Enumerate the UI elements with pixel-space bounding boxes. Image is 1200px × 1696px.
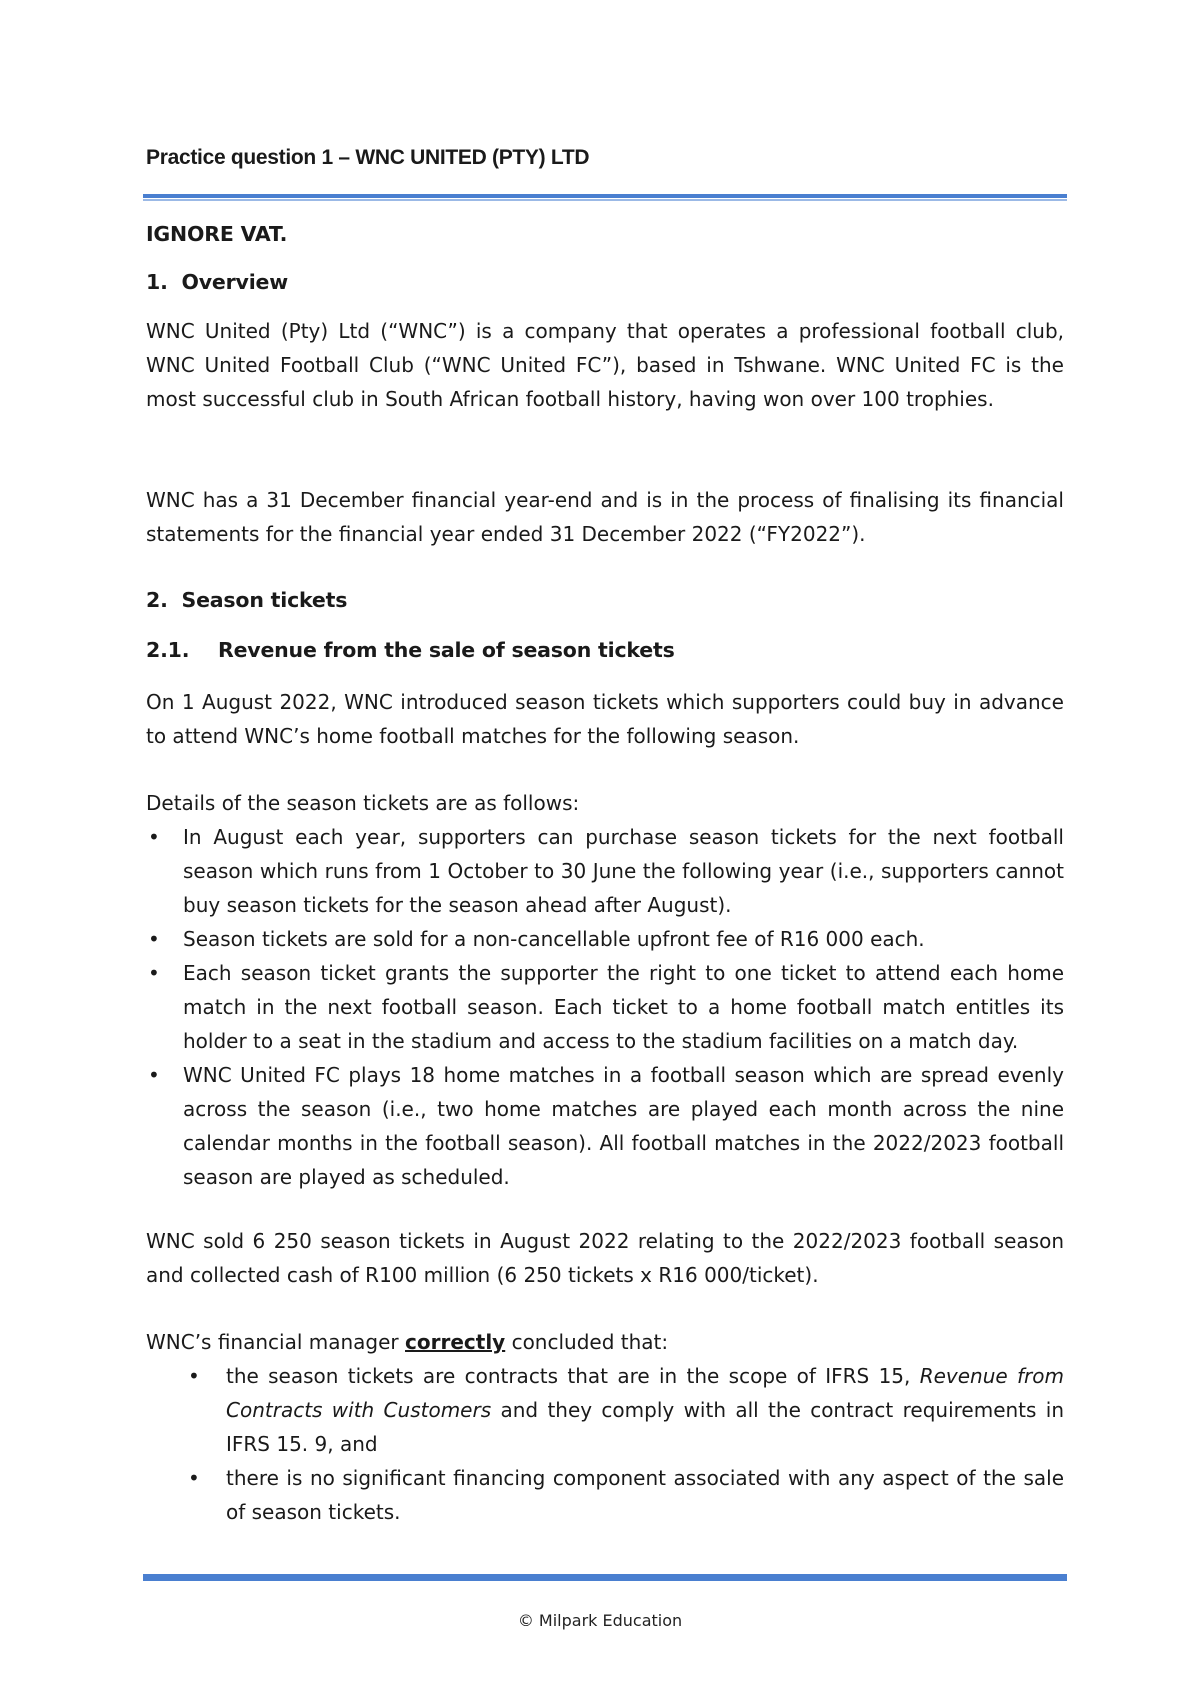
conclusion-1-post: and they comply with all the contract requirements in IFRS 15. 9, and [226,1398,1065,1456]
subsection-title: Revenue from the sale of season tickets [218,638,675,662]
list-item-text: WNC United FC plays 18 home matches in a football season which are spread evenly across the season (i.e., two home matches are played each month across the nine calendar months in the football season). All football matches in the 2022/2023 football season are played as scheduled. [183,1063,1064,1189]
conclusion-2-text: there is no significant financing component associated with any aspect of the sale of season tickets. [226,1466,1064,1524]
list-item [146,1058,1064,1194]
section-2-heading: 2. Season tickets [146,588,348,612]
overview-paragraph: WNC United (Pty) Ltd (“WNC”) is a company that operates a professional football club, WNC United Football Club (“WNC United FC”), based in Tshwane. WNC United FC is the most successful club in South African football history, having won over 100 trophies. [146,319,1064,411]
subsection-number: 2.1. [146,638,190,662]
list-item [146,1359,1064,1461]
bullet-icon: • [188,1466,200,1490]
footer-copyright: © Milpark Education [517,1611,683,1630]
section-1-paragraph-2 [146,483,1064,551]
page-title: Practice question 1 – WNC UNITED (PTY) LTD [146,146,590,169]
list-item-text: In August each year, supporters can purchase season tickets for the next football season which runs from 1 October to 30 June the following year (i.e., supporters cannot buy season tickets for the season ahead after August). [183,825,1064,917]
bullet-icon: • [148,825,160,849]
standard-title: Revenue from Contracts with Customers [226,1364,1065,1422]
tickets-sold-paragraph: WNC sold 6 250 season tickets in August 2022 relating to the 2022/2023 football season and collected cash of R100 million (6 250 tickets x R16 000/ticket). [146,1229,1064,1287]
manager-lead-pre: WNC’s financial manager [146,1330,406,1354]
list-item [146,922,1064,956]
manager-conclusion-block [146,1325,1064,1529]
conclusion-1-pre: the season tickets are contracts that are in the scope of IFRS 15, [226,1364,920,1388]
manager-lead [146,1325,1064,1359]
list-item [146,956,1064,1058]
header-divider-accent [143,199,1067,201]
tickets-sold-block [146,1224,1064,1292]
list-item-text: Season tickets are sold for a non-cancellable upfront fee of R16 000 each. [183,927,925,951]
list-item-text: Each season ticket grants the supporter the right to one ticket to attend each home match in the next football season. Each ticket to a home football match entitles its holder to a seat in the stadium and access to the stadium facilities on a match day. [183,961,1064,1053]
year-end-paragraph: WNC has a 31 December financial year-end and is in the process of finalising its financial statements for the financial year ended 31 December 2022 (“FY2022”). [146,488,1064,546]
season-tickets-intro [146,685,1064,753]
section-1-heading: 1. Overview [146,270,288,294]
emphasis-correctly: correctly [405,1330,506,1354]
header-divider [143,194,1067,198]
bullet-icon: • [148,961,160,985]
list-item [146,820,1064,922]
list-item [146,1461,1064,1529]
manager-lead-post: concluded that: [505,1330,669,1354]
ignore-vat-note: IGNORE VAT. [146,222,288,246]
bullet-icon: • [148,927,160,951]
details-block [146,786,1064,1194]
section-1-paragraph-1 [146,314,1064,416]
footer-divider [143,1574,1067,1581]
details-list [146,820,1064,1194]
bullet-icon: • [188,1364,200,1388]
bullet-icon: • [148,1063,160,1087]
details-lead: Details of the season tickets are as follows: [146,791,580,815]
intro-paragraph: On 1 August 2022, WNC introduced season tickets which supporters could buy in advance to attend WNC’s home football matches for the following season. [146,690,1064,748]
conclusion-list [146,1359,1064,1529]
subsection-2-1-heading [146,638,1064,662]
